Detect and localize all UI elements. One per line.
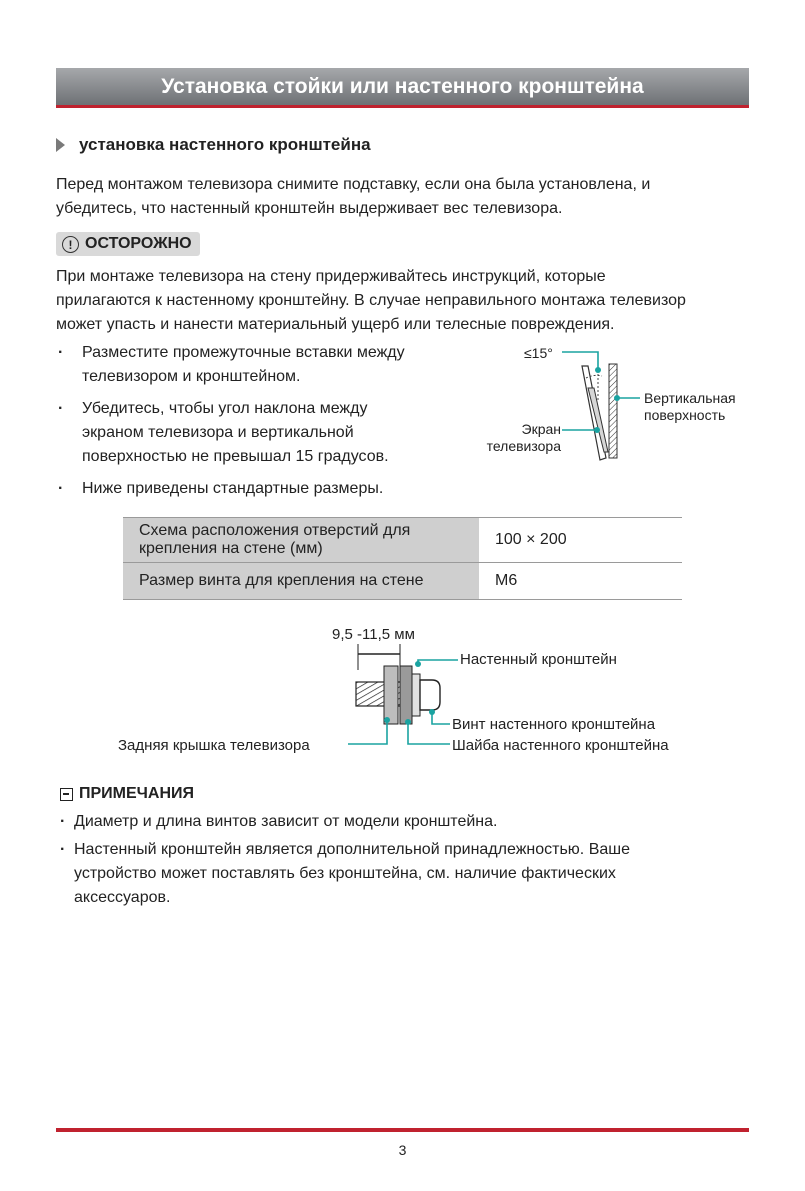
surface-label-line-1: Вертикальная	[644, 390, 736, 406]
table-value-cell: 100 × 200	[479, 518, 682, 563]
page-number: 3	[398, 1142, 407, 1158]
back-cover-leader	[348, 720, 387, 744]
notes-title: ПРИМЕЧАНИЯ	[79, 785, 195, 802]
caution-line-1: При монтаже телевизора на стену придерживайтесь инструкций, которые	[56, 268, 606, 285]
list-item	[56, 397, 446, 469]
washer-label: Шайба настенного кронштейна	[452, 737, 669, 754]
triangle-bullet-icon	[56, 138, 65, 152]
intro-paragraph	[56, 173, 650, 221]
table-key-line: Схема расположения отверстий для	[139, 522, 411, 539]
back-cover-plate	[384, 666, 398, 724]
bracket-label: Настенный кронштейн	[460, 651, 617, 668]
notes-heading	[60, 785, 194, 803]
list-item-line: аксессуаров.	[74, 889, 171, 906]
note-icon	[60, 788, 73, 801]
list-item	[60, 838, 720, 910]
spec-table	[123, 517, 682, 600]
table-row	[123, 518, 682, 563]
table-value-cell: M6	[479, 563, 682, 600]
caution-line-3: может упасть и нанести материальный ущерб или телесные повреждения.	[56, 316, 615, 333]
screw-leader-dot	[429, 709, 435, 715]
intro-line-2: убедитесь, что настенный кронштейн выдерживает вес телевизора.	[56, 200, 563, 217]
table-key-cell	[123, 518, 479, 563]
table-key-cell: Размер винта для крепления на стене	[123, 563, 479, 600]
list-item	[56, 341, 446, 389]
list-item-line: · Диаметр и длина винтов зависит от модели кронштейна.	[74, 813, 498, 830]
footer-rule	[56, 1128, 749, 1132]
intro-line-1: Перед монтажом телевизора снимите подставку, если она была установлена, и	[56, 176, 651, 193]
list-item-line: телевизором и кронштейном.	[82, 368, 301, 385]
list-item-line: · Ниже приведены стандартные размеры.	[82, 480, 384, 497]
screw-head	[420, 680, 440, 710]
screen-label-line-2: телевизора	[486, 438, 561, 454]
list-item	[56, 477, 446, 501]
list-item-line: · Настенный кронштейн является дополнительной принадлежностью. Ваше	[74, 841, 630, 858]
surface-leader-dot	[614, 395, 620, 401]
bracket-plate	[400, 666, 412, 724]
bracket-leader-dot	[415, 661, 421, 667]
section-heading	[56, 135, 371, 155]
washer-shape	[412, 674, 420, 716]
wall-surface	[609, 364, 617, 458]
instruction-list	[56, 341, 446, 509]
screen-leader-dot	[594, 427, 600, 433]
bracket-leader	[418, 660, 458, 664]
list-item-line: экраном телевизора и вертикальной	[82, 424, 354, 441]
list-item-line: · Убедитесь, чтобы угол наклона между	[82, 400, 368, 417]
dimension-label: 9,5 -11,5 мм	[332, 626, 415, 643]
back-cover-leader-dot	[384, 717, 390, 723]
back-cover-label: Задняя крышка телевизора	[118, 737, 310, 754]
angle-leader	[562, 352, 598, 370]
caution-paragraph	[56, 265, 686, 337]
notes-list	[60, 810, 720, 914]
list-item-line: устройство может поставлять без кронштейна, см. наличие фактических	[74, 865, 616, 882]
screw-leader	[432, 712, 450, 724]
angle-label: ≤15°	[524, 345, 553, 361]
section-title: установка настенного кронштейна	[79, 135, 371, 154]
surface-label	[644, 390, 736, 424]
angle-leader-dot	[595, 367, 601, 373]
surface-label-line-2: поверхность	[644, 407, 726, 423]
warning-icon: !	[62, 236, 79, 253]
screen-label-line-1: Экран	[521, 421, 561, 437]
list-item-line: поверхностью не превышал 15 градусов.	[82, 448, 389, 465]
list-item-line: · Разместите промежуточные вставки между	[82, 344, 405, 361]
caution-label: ОСТОРОЖНО	[85, 235, 192, 252]
caution-line-2: прилагаются к настенному кронштейну. В случае неправильного монтажа телевизор	[56, 292, 686, 309]
table-row	[123, 563, 682, 600]
page-banner: Установка стойки или настенного кронштейна	[56, 68, 749, 108]
washer-leader	[408, 722, 450, 744]
table-key-line: крепления на стене (мм)	[139, 540, 323, 557]
caution-badge	[56, 232, 200, 256]
list-item	[60, 810, 720, 834]
washer-leader-dot	[405, 719, 411, 725]
bracket-screw-label: Винт настенного кронштейна	[452, 716, 656, 733]
screen-label	[471, 421, 561, 455]
